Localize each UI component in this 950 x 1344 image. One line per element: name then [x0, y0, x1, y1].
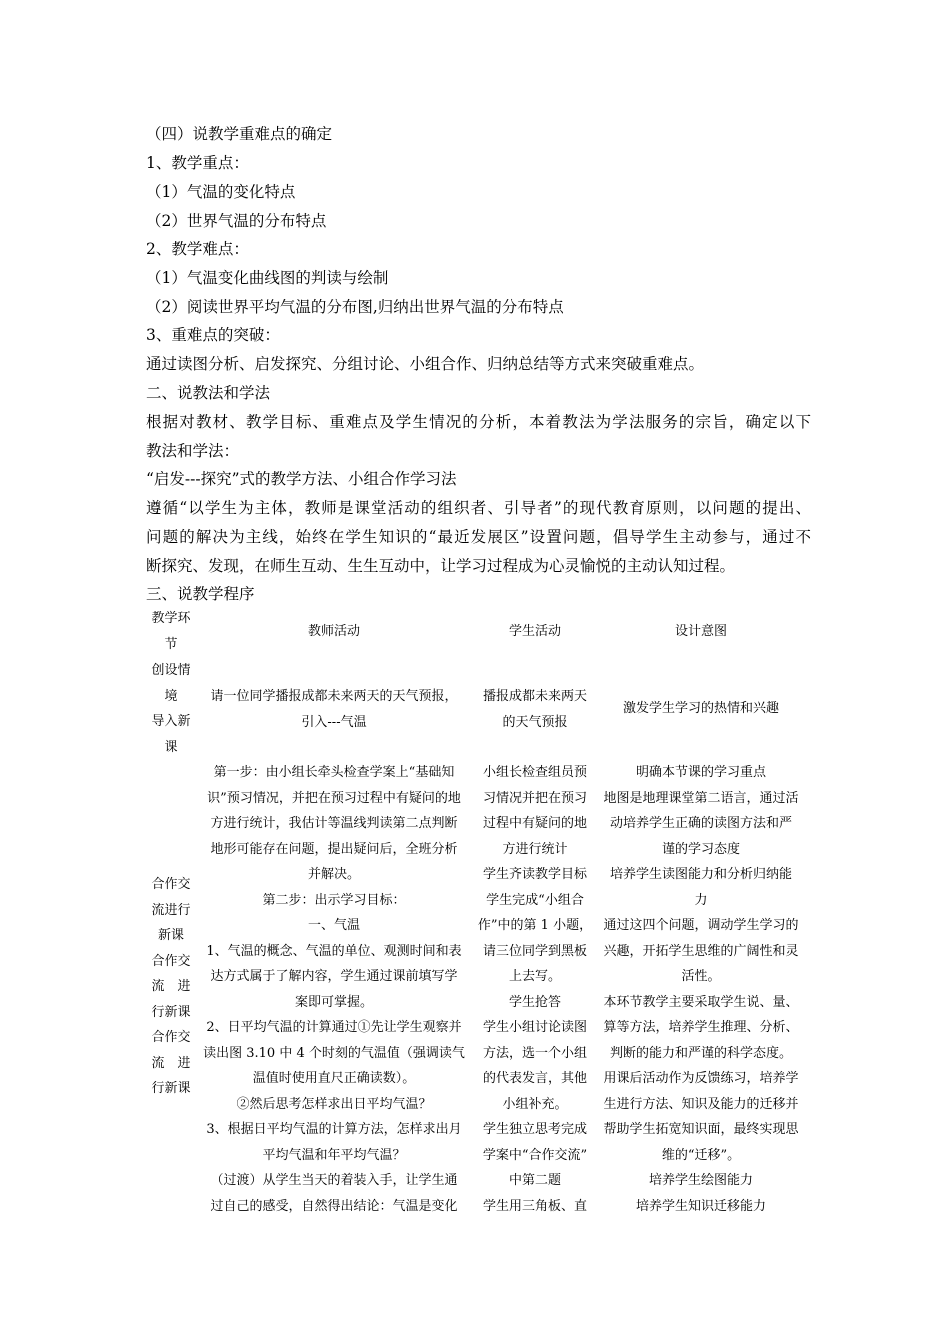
key-point-1: （1）气温的变化特点 [146, 183, 296, 201]
cell-line: 兴趣，开拓学生思维的广阔性和灵 [603, 943, 799, 959]
cell-line: 合作交 [151, 1030, 191, 1045]
cell-line: （过渡）从学生当天的着装入手，让学生通 [210, 1173, 458, 1188]
cell-line: 设计意图 [674, 624, 727, 639]
row1-teacher-activity [196, 684, 472, 735]
cell-line: 学生抢答 [508, 994, 561, 1010]
heading-4: （四）说教学重难点的确定 [146, 125, 333, 143]
section2-para2-line: 断探究、发现，在师生互动、生生互动中，让学习过程成为心灵愉悦的主动认知过程。 [146, 557, 736, 575]
cell-line: 明确本节课的学习重点 [635, 765, 766, 780]
cell-line: 方法，选一个小组 [482, 1045, 587, 1061]
cell-line: 创设情 [151, 663, 191, 678]
cell-line: 激发学生学习的热情和兴趣 [622, 701, 779, 716]
cell-line: 1、气温的概念、气温的单位、观测时间和表 [206, 943, 462, 959]
cell-line: 流进行 [151, 902, 191, 918]
cell-line: 生进行方法、知识及能力的迁移并 [603, 1096, 799, 1112]
cell-line: 通过这四个问题，调动学生学习的 [603, 918, 799, 933]
key-point-2: （2）世界气温的分布特点 [146, 212, 327, 230]
section2-para2-line: 问题的解决为主线，始终在学生知识的“最近发展区”设置问题，倡导学生主动参与，通过不 [146, 528, 811, 546]
cell-line: 上去写。 [508, 969, 561, 984]
cell-line: 学生独立思考完成 [482, 1122, 587, 1137]
row2-stage [140, 872, 202, 1102]
cell-line: 平均气温和年平均气温？ [262, 1147, 406, 1163]
cell-line: 境 [164, 688, 178, 704]
breakthrough-text: 通过读图分析、启发探究、分组讨论、小组合作、归纳总结等方式来突破重难点。 [146, 355, 705, 373]
cell-line: 识”预习情况，并把在预习过程中有疑问的地 [207, 790, 461, 806]
cell-line: 中第二题 [508, 1173, 561, 1188]
cell-line: 帮助学生拓宽知识面，最终实现思 [603, 1122, 799, 1137]
cell-line: 作”中的第 1 小题， [477, 918, 593, 933]
cell-line: 2、日平均气温的计算通过①先让学生观察并 [206, 1020, 462, 1035]
cell-line: 维的“迁移”。 [661, 1147, 741, 1163]
cell-line: 过自己的感受，自然得出结论：气温是变化 [210, 1198, 458, 1214]
cell-line: 第二步：出示学习目标： [262, 892, 406, 908]
cell-line: 活性。 [681, 969, 721, 984]
row1-stage [140, 658, 202, 760]
cell-line: 行新课 [151, 1004, 191, 1020]
cell-line: 流 进 [151, 979, 191, 994]
cell-line: 动培养学生正确的读图方法和严 [609, 816, 792, 831]
cell-line: 学生活动 [508, 624, 561, 639]
cell-line: 培养学生知识迁移能力 [635, 1198, 766, 1214]
breakthrough-title: 3、重难点的突破： [146, 326, 280, 344]
difficult-points-title: 2、教学难点： [146, 240, 249, 258]
cell-line: 流 进 [151, 1055, 191, 1071]
cell-line: 判断的能力和严谨的科学态度。 [609, 1045, 792, 1061]
cell-line: 播报成都未来两天 [482, 689, 587, 704]
section2-para1-line: 根据对教材、教学目标、重难点及学生情况的分析，本着教法为学法服务的宗旨，确定以下 [146, 413, 811, 431]
cell-line: 合作交 [151, 877, 191, 892]
cell-line: 方进行统计 [502, 841, 568, 857]
cell-line: 习情况并把在预习 [482, 790, 587, 806]
cell-line: 学案中“合作交流” [482, 1147, 588, 1163]
row2-design-intent [594, 760, 808, 1219]
section2-para2-line: 遵循“以学生为主体，教师是课堂活动的组织者、引导者”的现代教育原则，以问题的提出、 [146, 499, 811, 517]
cell-line: 新课 [157, 928, 184, 943]
cell-line: 地图是地理课堂第二语言，通过活 [603, 790, 799, 806]
row1-student-activity [474, 684, 596, 735]
header-design-intent [594, 619, 808, 645]
cell-line: 学生完成“小组合 [486, 892, 584, 908]
cell-line: 培养学生绘图能力 [648, 1173, 753, 1188]
cell-line: 达方式属于了解内容，学生通过课前填写学 [210, 969, 458, 984]
header-stage [140, 606, 202, 657]
row2-student-activity [474, 760, 596, 1219]
section3-title: 三、说教学程序 [146, 585, 255, 603]
cell-line: 的天气预报 [502, 714, 568, 730]
cell-line: 过程中有疑问的地 [482, 816, 587, 831]
cell-line: 小组长检查组员预 [482, 765, 587, 780]
key-points-title: 1、教学重点： [146, 154, 249, 172]
section2-para1-line: 教法和学法： [146, 442, 240, 460]
cell-line: 教学环 [151, 611, 191, 626]
cell-line: 培养学生读图能力和分析归纳能 [609, 867, 792, 882]
cell-line: 谨的学习态度 [661, 841, 740, 857]
cell-line: 学生小组讨论读图 [482, 1020, 587, 1035]
cell-line: 请一位同学播报成都未来两天的天气预报， [210, 689, 458, 704]
cell-line: 用课后活动作为反馈练习，培养学 [603, 1071, 799, 1086]
cell-line: 学生用三角板、直 [482, 1198, 587, 1214]
cell-line: 行新课 [151, 1081, 191, 1096]
cell-line: 合作交 [151, 953, 191, 969]
cell-line: 引入---气温 [301, 714, 367, 730]
cell-line: ②然后思考怎样求出日平均气温？ [236, 1096, 432, 1112]
cell-line: 导入新 [151, 714, 191, 729]
difficult-point-2: （2）阅读世界平均气温的分布图,归纳出世界气温的分布特点 [146, 298, 564, 316]
cell-line: 请三位同学到黑板 [482, 943, 587, 959]
header-student-activity [474, 619, 596, 645]
cell-line: 算等方法，培养学生推理、分析、 [603, 1020, 799, 1035]
cell-line: 并解决。 [307, 867, 360, 882]
cell-line: 课 [164, 739, 178, 755]
cell-line: 案即可掌握。 [294, 994, 373, 1010]
cell-line: 地形可能存在问题，提出疑问后，全班分析 [210, 841, 458, 857]
row2-teacher-activity [196, 760, 472, 1219]
cell-line: 一、气温 [307, 918, 360, 933]
cell-line: 的代表发言，其他 [482, 1071, 587, 1086]
cell-line: 读出图 3.10 中 4 个时刻的气温值（强调读气 [203, 1045, 465, 1061]
header-teacher-activity [196, 619, 472, 645]
cell-line: 方进行统计，我估计等温线判读第二点判断 [210, 816, 458, 831]
cell-line: 力 [694, 892, 708, 908]
cell-line: 第一步：由小组长牵头检查学案上“基础知 [213, 765, 455, 780]
cell-line: 3、根据日平均气温的计算方法，怎样求出月 [206, 1122, 462, 1137]
row1-design-intent [594, 696, 808, 722]
section2-title: 二、说教法和学法 [146, 384, 271, 402]
section2-method: “启发---探究”式的教学方法、小组合作学习法 [146, 470, 457, 488]
cell-line: 教师活动 [307, 624, 360, 639]
cell-line: 小组补充。 [502, 1096, 568, 1112]
cell-line: 温值时使用直尺正确读数）。 [252, 1071, 416, 1086]
cell-line: 节 [164, 636, 178, 652]
cell-line: 学生齐读教学目标 [482, 867, 587, 882]
cell-line: 本环节教学主要采取学生说、量、 [603, 994, 799, 1010]
difficult-point-1: （1）气温变化曲线图的判读与绘制 [146, 269, 389, 287]
